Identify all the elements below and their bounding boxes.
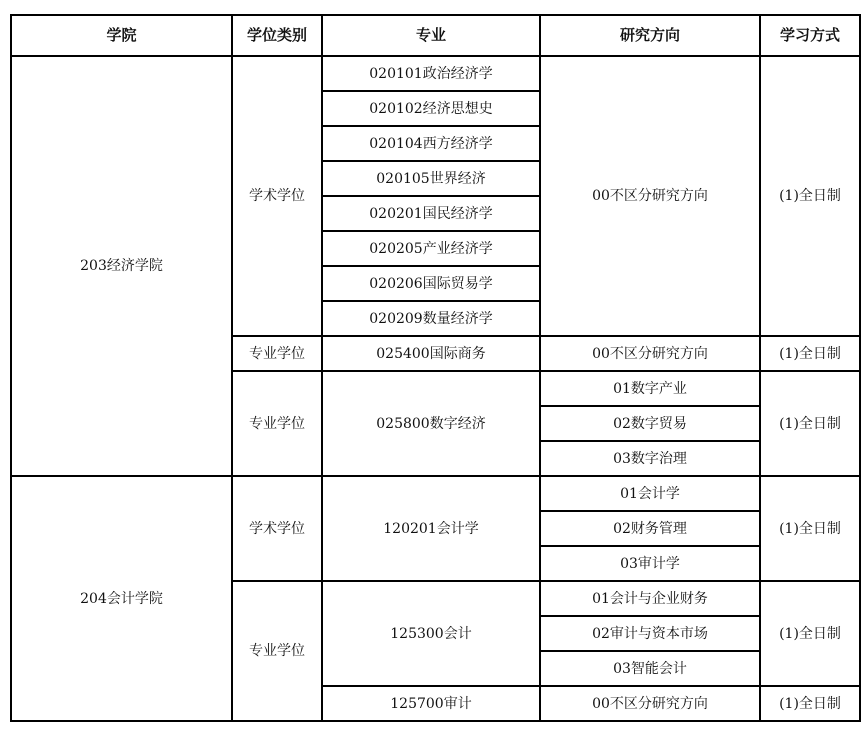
direction-cell: 03智能会计 <box>540 651 760 686</box>
degree-type-cell: 学术学位 <box>232 56 322 336</box>
degree-type-cell: 学术学位 <box>232 476 322 581</box>
direction-cell: 03审计学 <box>540 546 760 581</box>
direction-cell: 01会计学 <box>540 476 760 511</box>
degree-type-cell: 专业学位 <box>232 581 322 721</box>
direction-cell: 02数字贸易 <box>540 406 760 441</box>
header-major: 专业 <box>322 15 540 56</box>
major-cell: 125300会计 <box>322 581 540 686</box>
college-cell: 203经济学院 <box>11 56 232 476</box>
major-cell: 020104西方经济学 <box>322 126 540 161</box>
major-cell: 020205产业经济学 <box>322 231 540 266</box>
header-research-direction: 研究方向 <box>540 15 760 56</box>
table-row <box>11 56 860 91</box>
study-mode-cell: (1)全日制 <box>760 371 860 476</box>
direction-cell: 03数字治理 <box>540 441 760 476</box>
major-cell: 120201会计学 <box>322 476 540 581</box>
degree-type-cell: 专业学位 <box>232 371 322 476</box>
degree-type-cell: 专业学位 <box>232 336 322 371</box>
table-row <box>11 476 860 511</box>
direction-cell: 00不区分研究方向 <box>540 686 760 721</box>
direction-cell: 01数字产业 <box>540 371 760 406</box>
header-study-mode: 学习方式 <box>760 15 860 56</box>
major-cell: 020209数量经济学 <box>322 301 540 336</box>
direction-cell: 01会计与企业财务 <box>540 581 760 616</box>
direction-cell: 00不区分研究方向 <box>540 336 760 371</box>
header-row <box>11 15 860 56</box>
major-cell: 125700审计 <box>322 686 540 721</box>
major-cell: 025800数字经济 <box>322 371 540 476</box>
major-cell: 020101政治经济学 <box>322 56 540 91</box>
major-cell: 020105世界经济 <box>322 161 540 196</box>
direction-cell: 02财务管理 <box>540 511 760 546</box>
major-cell: 020206国际贸易学 <box>322 266 540 301</box>
study-mode-cell: (1)全日制 <box>760 686 860 721</box>
major-cell: 020201国民经济学 <box>322 196 540 231</box>
study-mode-cell: (1)全日制 <box>760 336 860 371</box>
study-mode-cell: (1)全日制 <box>760 581 860 686</box>
study-mode-cell: (1)全日制 <box>760 56 860 336</box>
header-college: 学院 <box>11 15 232 56</box>
major-cell: 025400国际商务 <box>322 336 540 371</box>
program-table <box>10 14 861 722</box>
direction-cell: 00不区分研究方向 <box>540 56 760 336</box>
direction-cell: 02审计与资本市场 <box>540 616 760 651</box>
header-degree-type: 学位类别 <box>232 15 322 56</box>
major-cell: 020102经济思想史 <box>322 91 540 126</box>
college-cell: 204会计学院 <box>11 476 232 721</box>
study-mode-cell: (1)全日制 <box>760 476 860 581</box>
